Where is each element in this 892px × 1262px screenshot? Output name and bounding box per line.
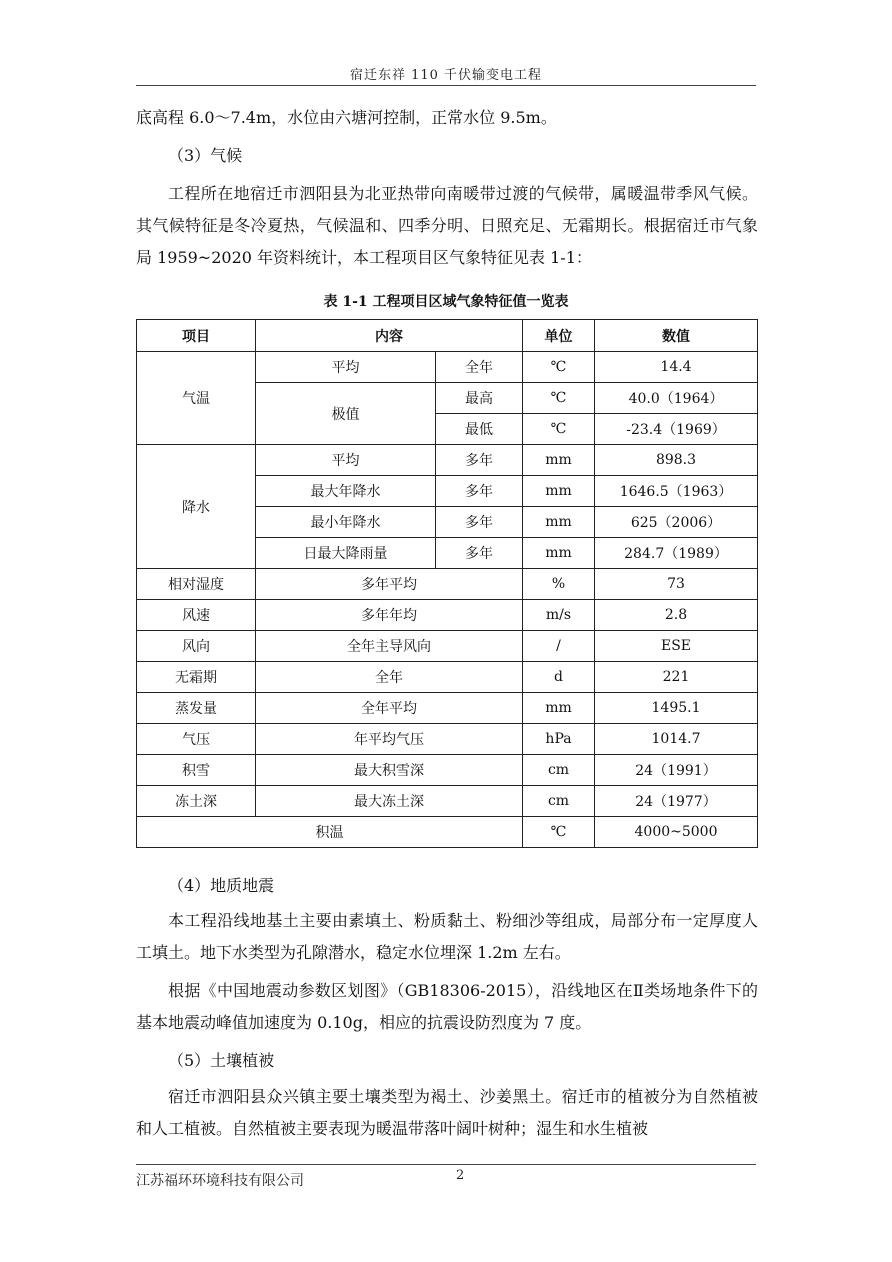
cell-unit: ℃ [523, 817, 595, 848]
table-row [137, 755, 758, 786]
cell-sub-label: 最小年降水 [256, 507, 436, 538]
header-unit: 单位 [523, 320, 595, 352]
cell-value: 24（1991） [595, 755, 758, 786]
paragraph-water-level: 底高程 6.0～7.4m，水位由六塘河控制，正常水位 9.5m。 [136, 108, 557, 127]
table-row [137, 631, 758, 662]
cell-value: 1646.5（1963） [595, 476, 758, 507]
cell-value: 284.7（1989） [595, 538, 758, 569]
cell-unit: ℃ [523, 383, 595, 414]
cell-unit: mm [523, 693, 595, 724]
cell-value: -23.4（1969） [595, 414, 758, 445]
header-value: 数值 [595, 320, 758, 352]
cell-unit: mm [523, 445, 595, 476]
cell-item: 风向 [137, 631, 256, 662]
cell-unit: mm [523, 476, 595, 507]
cell-value: 40.0（1964） [595, 383, 758, 414]
cell-value: 4000~5000 [595, 817, 758, 848]
cell-unit: % [523, 569, 595, 600]
cell-period: 多年 [436, 476, 523, 507]
cell-sub-label: 最大年降水 [256, 476, 436, 507]
table-row [137, 817, 758, 848]
cell-unit: d [523, 662, 595, 693]
cell-value: 24（1977） [595, 786, 758, 817]
footer-company-name: 江苏福环环境科技有限公司 [136, 1173, 304, 1189]
cell-value: 1495.1 [595, 693, 758, 724]
cell-sub-label: 平均 [256, 352, 436, 383]
cell-sub-label: 极值 [256, 383, 436, 445]
cell-content: 年平均气压 [256, 724, 523, 755]
table-row [137, 569, 758, 600]
cell-unit: ℃ [523, 352, 595, 383]
paragraph-seismic: 根据《中国地震动参数区划图》（GB18306-2015），沿线地区在Ⅱ类场地条件下的基本地震动峰值加速度为 0.10g，相应的抗震设防烈度为 7 度。 [136, 981, 758, 1032]
cell-item: 积温 [137, 817, 523, 848]
cell-value: 221 [595, 662, 758, 693]
table-caption: 表 1-1 工程项目区域气象特征值一览表 [323, 294, 569, 310]
cell-period: 最低 [436, 414, 523, 445]
cell-item: 蒸发量 [137, 693, 256, 724]
table-row [137, 693, 758, 724]
header-content: 内容 [256, 320, 523, 352]
cell-unit: hPa [523, 724, 595, 755]
cell-item: 冻土深 [137, 786, 256, 817]
cell-unit: mm [523, 538, 595, 569]
cell-item: 积雪 [137, 755, 256, 786]
table-row [137, 445, 758, 476]
cell-item: 风速 [137, 600, 256, 631]
cell-unit: mm [523, 507, 595, 538]
cell-value: 2.8 [595, 600, 758, 631]
section-heading-geology: （4）地质地震 [168, 876, 275, 895]
cell-period: 最高 [436, 383, 523, 414]
cell-value: 898.3 [595, 445, 758, 476]
page-number: 2 [456, 1168, 465, 1183]
cell-period: 多年 [436, 507, 523, 538]
section-heading-climate: （3）气候 [168, 146, 243, 165]
cell-content: 全年 [256, 662, 523, 693]
table-row [137, 600, 758, 631]
table-header-row [137, 320, 758, 352]
cell-period: 多年 [436, 538, 523, 569]
cell-sub-label: 日最大降雨量 [256, 538, 436, 569]
cell-content: 全年主导风向 [256, 631, 523, 662]
cell-value: 625（2006） [595, 507, 758, 538]
table-row [137, 662, 758, 693]
cell-period: 全年 [436, 352, 523, 383]
cell-item: 无霜期 [137, 662, 256, 693]
cell-unit: m/s [523, 600, 595, 631]
header-divider [136, 85, 756, 86]
footer-divider [136, 1164, 756, 1165]
table-row [137, 786, 758, 817]
cell-unit: / [523, 631, 595, 662]
cell-item: 气温 [137, 352, 256, 445]
cell-value: ESE [595, 631, 758, 662]
cell-value: 1014.7 [595, 724, 758, 755]
cell-value: 73 [595, 569, 758, 600]
header-item: 项目 [137, 320, 256, 352]
cell-sub-label: 平均 [256, 445, 436, 476]
cell-unit: ℃ [523, 414, 595, 445]
cell-content: 多年平均 [256, 569, 523, 600]
cell-content: 全年平均 [256, 693, 523, 724]
table-row [137, 352, 758, 383]
cell-period: 多年 [436, 445, 523, 476]
page-header-title: 宿迁东祥 110 千伏输变电工程 [349, 68, 543, 83]
paragraph-climate: 工程所在地宿迁市泗阳县为北亚热带向南暖带过渡的气候带，属暖温带季风气候。其气候特征是冬冷夏热，气候温和、四季分明、日照充足、无霜期长。根据宿迁市气象局 1959~2020 年资料统计，本工程项目区气象特征见表 1-1： [136, 184, 758, 267]
section-heading-soil: （5）土壤植被 [168, 1051, 275, 1070]
paragraph-geology: 本工程沿线地基土主要由素填土、粉质黏土、粉细沙等组成，局部分布一定厚度人工填土。地下水类型为孔隙潜水，稳定水位埋深 1.2m 左右。 [136, 911, 758, 962]
cell-item: 相对湿度 [137, 569, 256, 600]
cell-unit: cm [523, 786, 595, 817]
cell-item: 气压 [137, 724, 256, 755]
climate-table [136, 319, 758, 848]
cell-value: 14.4 [595, 352, 758, 383]
cell-unit: cm [523, 755, 595, 786]
paragraph-soil: 宿迁市泗阳县众兴镇主要土壤类型为褐土、沙姜黑土。宿迁市的植被分为自然植被和人工植被。自然植被主要表现为暖温带落叶阔叶树种；湿生和水生植被 [136, 1087, 758, 1138]
cell-item: 降水 [137, 445, 256, 569]
cell-content: 最大冻土深 [256, 786, 523, 817]
cell-content: 多年年均 [256, 600, 523, 631]
cell-content: 最大积雪深 [256, 755, 523, 786]
table-row [137, 724, 758, 755]
